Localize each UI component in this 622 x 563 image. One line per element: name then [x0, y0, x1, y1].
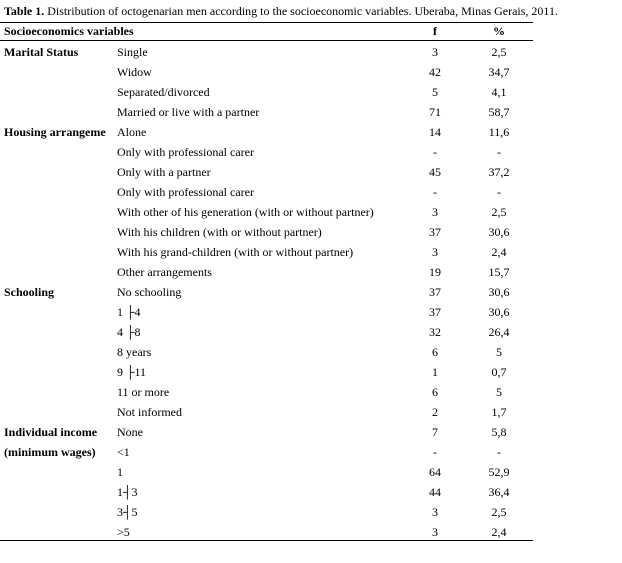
row-category: Schooling [4, 285, 55, 299]
row-percent: 0,7 [491, 365, 507, 379]
row-subcategory: With his grand-children (with or without partner) [117, 245, 354, 259]
row-percent: 2,5 [491, 45, 507, 59]
row-frequency: 3 [432, 525, 438, 539]
bottom-rule [0, 540, 533, 541]
row-frequency: 3 [432, 245, 438, 259]
row-frequency: - [433, 185, 437, 199]
row-frequency: 2 [432, 405, 438, 419]
row-frequency: 19 [429, 265, 441, 279]
row-subcategory: Not informed [117, 405, 182, 419]
row-frequency: 6 [432, 345, 438, 359]
row-subcategory: Widow [117, 65, 152, 79]
row-subcategory: Married or live with a partner [117, 105, 260, 119]
row-frequency: 45 [429, 165, 441, 179]
row-percent: 5 [496, 345, 502, 359]
row-percent: 2,5 [491, 205, 507, 219]
row-frequency: - [433, 445, 437, 459]
row-percent: 2,4 [491, 245, 507, 259]
row-subcategory: 8 years [117, 345, 152, 359]
row-percent: - [497, 445, 501, 459]
row-percent: 5 [496, 385, 502, 399]
row-percent: - [497, 145, 501, 159]
row-subcategory: With his children (with or without partner) [117, 225, 322, 239]
row-percent: 15,7 [488, 265, 510, 279]
row-subcategory: Only with professional carer [117, 185, 254, 199]
caption-text: Distribution of octogenarian men according to the socioeconomic variables. Uberaba, Minas Gerais, 2011. [47, 4, 558, 18]
row-percent: 30,6 [488, 225, 510, 239]
row-percent: 2,5 [491, 505, 507, 519]
row-percent: 2,4 [491, 525, 507, 539]
row-frequency: 37 [429, 305, 441, 319]
row-category: (minimum wages) [4, 445, 96, 459]
row-subcategory: Alone [117, 125, 147, 139]
row-frequency: 3 [432, 45, 438, 59]
row-subcategory: 1┤3 [117, 485, 138, 499]
row-category: Individual income [4, 425, 98, 439]
row-subcategory: 3┤5 [117, 505, 138, 519]
row-frequency: 5 [432, 85, 438, 99]
row-subcategory: 1 [117, 465, 123, 479]
row-frequency: 64 [429, 465, 441, 479]
row-frequency: 71 [429, 105, 441, 119]
row-frequency: 37 [429, 285, 441, 299]
row-frequency: 7 [432, 425, 438, 439]
row-subcategory: Separated/divorced [117, 85, 210, 99]
row-percent: 30,6 [488, 285, 510, 299]
row-percent: 26,4 [488, 325, 510, 339]
row-frequency: 6 [432, 385, 438, 399]
row-percent: 37,2 [488, 165, 510, 179]
row-percent: - [497, 185, 501, 199]
row-subcategory: Only with a partner [117, 165, 211, 179]
row-frequency: 1 [432, 365, 438, 379]
row-frequency: 44 [429, 485, 441, 499]
row-subcategory: With other of his generation (with or without partner) [117, 205, 374, 219]
row-subcategory: 11 or more [117, 385, 170, 399]
row-frequency: 37 [429, 225, 441, 239]
row-subcategory: Only with professional carer [117, 145, 254, 159]
row-percent: 34,7 [488, 65, 510, 79]
header-f: f [433, 24, 437, 38]
row-category: Housing arrangeme [4, 125, 106, 139]
top-rule [0, 22, 533, 23]
row-subcategory: 4 ├8 [117, 325, 141, 339]
row-subcategory: None [117, 425, 143, 439]
header-rule [0, 40, 533, 41]
table-caption [4, 4, 558, 19]
caption-label: Table 1. [4, 4, 45, 18]
row-frequency: 3 [432, 205, 438, 219]
row-percent: 4,1 [491, 85, 507, 99]
row-subcategory: Single [117, 45, 148, 59]
row-percent: 58,7 [488, 105, 510, 119]
row-subcategory: Other arrangements [117, 265, 212, 279]
row-frequency: 14 [429, 125, 441, 139]
row-frequency: 3 [432, 505, 438, 519]
header-percent: % [493, 24, 505, 38]
row-percent: 30,6 [488, 305, 510, 319]
row-subcategory: 9 ├11 [117, 365, 147, 379]
row-percent: 52,9 [488, 465, 510, 479]
row-frequency: - [433, 145, 437, 159]
row-category: Marital Status [4, 45, 79, 59]
header-variables: Socioeconomics variables [4, 24, 134, 38]
row-percent: 5,8 [491, 425, 507, 439]
row-subcategory: >5 [117, 525, 130, 539]
row-percent: 36,4 [488, 485, 510, 499]
row-subcategory: <1 [117, 445, 130, 459]
row-subcategory: 1 ├4 [117, 305, 141, 319]
row-frequency: 42 [429, 65, 441, 79]
row-subcategory: No schooling [117, 285, 182, 299]
row-percent: 11,6 [488, 125, 510, 139]
row-percent: 1,7 [491, 405, 507, 419]
row-frequency: 32 [429, 325, 441, 339]
